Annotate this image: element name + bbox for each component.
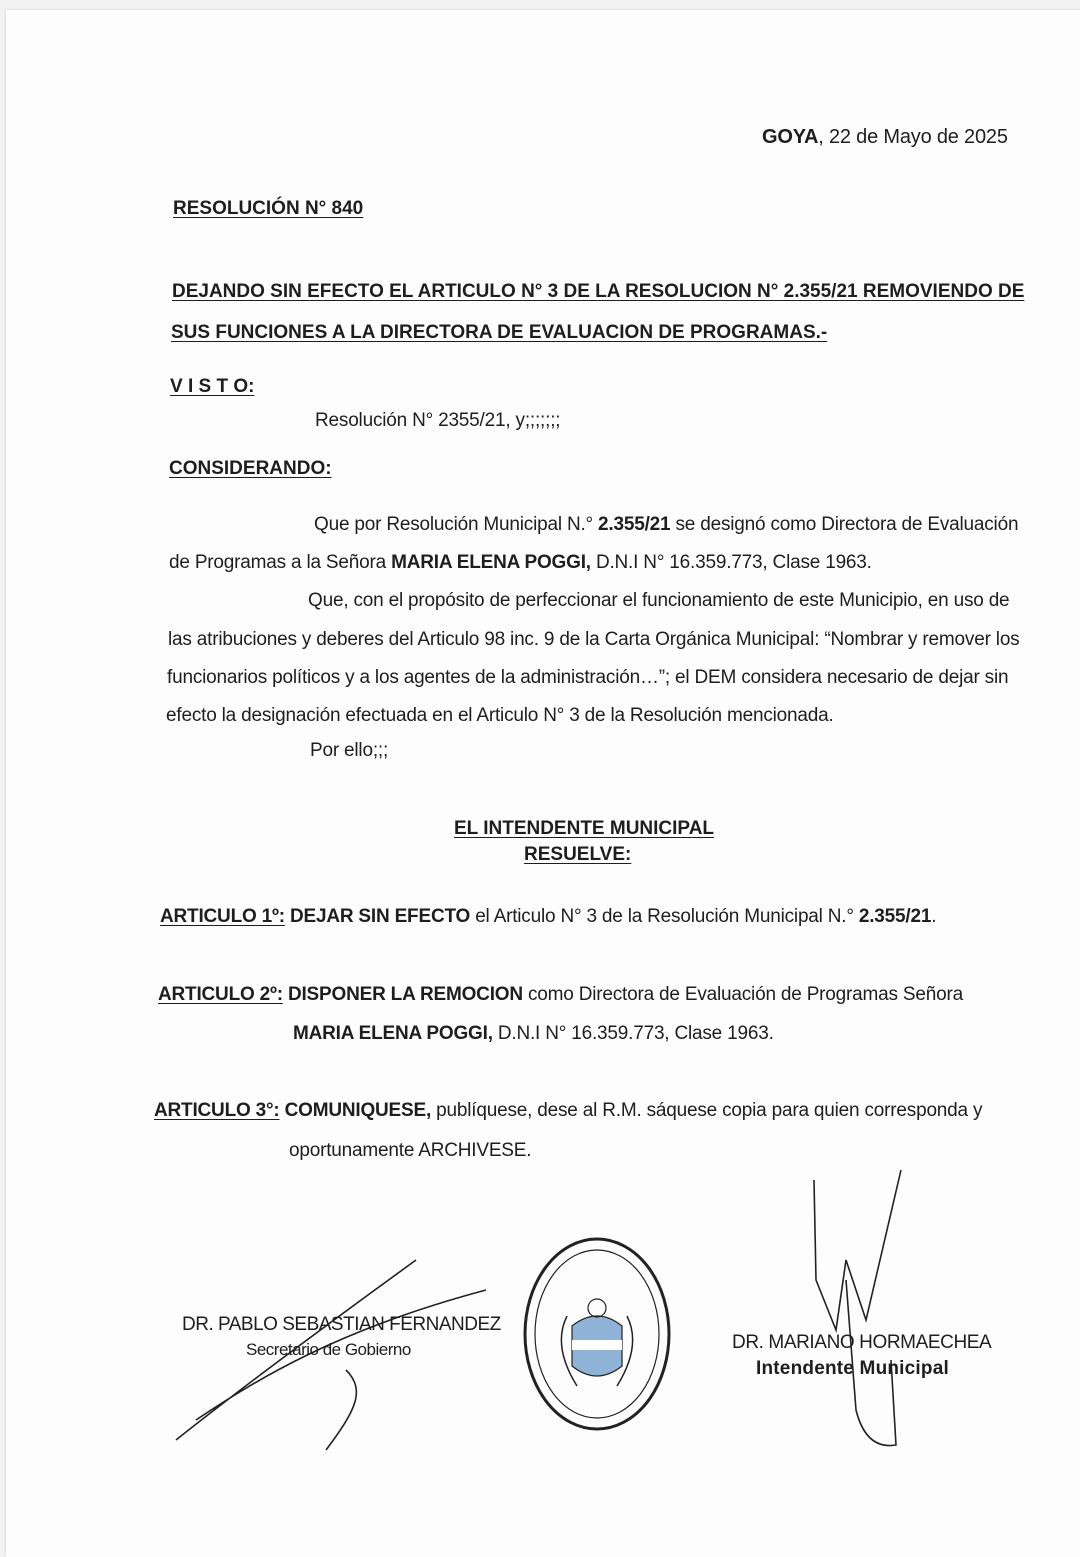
- right-signer-title: Intendente Municipal: [756, 1358, 949, 1379]
- p1-line2-c: D.N.I N° 16.359.773, Clase 1963.: [590, 552, 872, 573]
- considerando-p2-line2: las atribuciones y deberes del Articulo 98 inc. 9 de la Carta Orgánica Municipal: “Nombrar y remover los: [168, 629, 1020, 650]
- article-2-person: MARIA ELENA POGGI,: [293, 1023, 493, 1044]
- p1-text-c: se designó como Directora de Evaluación: [670, 514, 1019, 535]
- right-signer-name: DR. MARIANO HORMAECHEA: [732, 1332, 992, 1353]
- article-2-line2-text: D.N.I N° 16.359.773, Clase 1963.: [492, 1023, 774, 1044]
- article-2: [158, 984, 963, 1006]
- right-signature-scribble: [806, 1160, 916, 1460]
- considerando-p1-line2: [169, 552, 872, 574]
- article-3-label: ARTICULO 3°:: [154, 1100, 280, 1121]
- p1-person-name: MARIA ELENA POGGI,: [391, 552, 591, 573]
- article-3: [154, 1100, 982, 1122]
- article-3-text: publíquese, dese al R.M. sáquese copia para quien corresponda y: [431, 1100, 983, 1121]
- considerando-closing: Por ello;;;: [310, 740, 389, 761]
- considerando-p2-line3: funcionarios políticos y a los agentes de la administración…”; el DEM considera necesario de dejar sin: [167, 667, 1009, 688]
- city-name: GOYA: [762, 126, 819, 148]
- left-signer-title: Secretario de Gobierno: [246, 1340, 411, 1359]
- date-line: [762, 126, 1008, 149]
- document-page: [6, 10, 1080, 1557]
- left-signer-name: DR. PABLO SEBASTIAN FERNANDEZ: [182, 1314, 501, 1335]
- p1-line2-a: de Programas a la Señora: [169, 552, 392, 573]
- considerando-heading: CONSIDERANDO:: [169, 458, 332, 479]
- p1-text-a: Que por Resolución Municipal N.°: [314, 514, 599, 535]
- resolution-number: RESOLUCIÓN N° 840: [173, 198, 364, 219]
- article-3-bold: COMUNIQUESE,: [279, 1100, 432, 1121]
- considerando-p2-line1: Que, con el propósito de perfeccionar el funcionamiento de este Municipio, en uso de: [308, 590, 1010, 611]
- municipal-seal: [522, 1236, 672, 1432]
- article-1: [160, 906, 936, 928]
- intendente-heading: EL INTENDENTE MUNICIPAL: [454, 818, 715, 839]
- article-2-line2: [293, 1023, 774, 1045]
- date-text: , 22 de Mayo de 2025: [818, 126, 1008, 148]
- subject-line-1-text: DEJANDO SIN EFECTO EL ARTICULO N° 3 DE LA RESOLUCION N° 2.355/21 REMOVIENDO DE: [172, 281, 1025, 302]
- visto-text: Resolución N° 2355/21, y;;;;;;;: [315, 410, 561, 431]
- subject-line-2: SUS FUNCIONES A LA DIRECTORA DE EVALUACION DE PROGRAMAS.-: [171, 322, 828, 343]
- article-3-line2: oportunamente ARCHIVESE.: [289, 1140, 532, 1161]
- article-1-end: .: [931, 906, 937, 927]
- article-1-ref: 2.355/21: [858, 906, 932, 927]
- article-1-text: el Articulo N° 3 de la Resolución Municipal N.°: [470, 906, 859, 927]
- subject-line-1: [172, 281, 1025, 303]
- visto-heading: V I S T O:: [170, 376, 255, 397]
- considerando-p1-line1: [314, 514, 1018, 536]
- considerando-p2-line4: efecto la designación efectuada en el Articulo N° 3 de la Resolución mencionada.: [166, 705, 834, 726]
- article-2-label: ARTICULO 2º:: [158, 984, 283, 1005]
- article-1-bold: DEJAR SIN EFECTO: [284, 906, 471, 927]
- p1-resolution-ref: 2.355/21: [598, 514, 671, 535]
- resuelve-heading: RESUELVE:: [524, 844, 632, 865]
- article-2-text: como Directora de Evaluación de Programas Señora: [522, 984, 963, 1005]
- article-1-label: ARTICULO 1º:: [160, 906, 285, 927]
- article-2-bold: DISPONER LA REMOCION: [282, 984, 523, 1005]
